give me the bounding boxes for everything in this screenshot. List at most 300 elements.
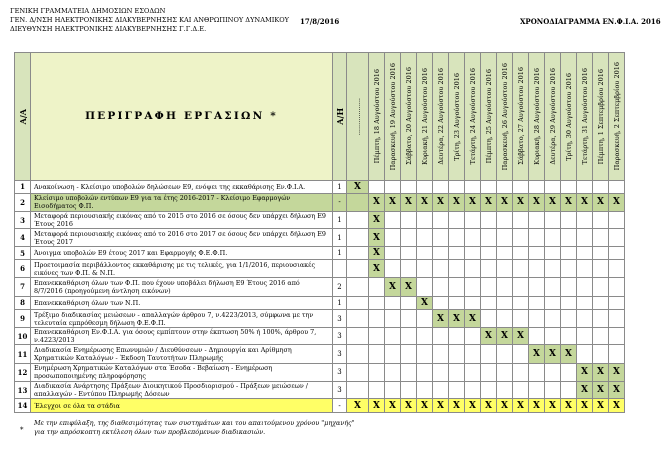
task-mark-day-3 [401, 246, 417, 259]
task-mark-day-13 [561, 278, 577, 297]
task-mark-day-11 [529, 327, 545, 345]
task-mark-day-2 [385, 345, 401, 364]
task-mark-initial [347, 246, 369, 259]
task-mark-day-2 [385, 260, 401, 278]
row-number: 13 [15, 381, 31, 399]
header-aa: Α/Α [15, 53, 31, 181]
task-mark-day-15 [593, 296, 609, 309]
task-mark-day-4 [417, 345, 433, 364]
header-date-12: Δευτέρα, 29 Αυγούστου 2016 [545, 53, 561, 181]
task-mark-day-10 [513, 296, 529, 309]
task-mark-initial [347, 211, 369, 229]
task-mark-day-11 [529, 278, 545, 297]
task-mark-day-10 [513, 345, 529, 364]
task-mark-day-7: X [465, 310, 481, 328]
table-row [15, 399, 625, 413]
row-number: 4 [15, 229, 31, 247]
task-description: Μεταφορά περιουσιακής εικόνας από το 2015 στο 2016 σε όσους δεν υπάρχει δήλωση Ε9 Έτους 2016 [31, 211, 333, 229]
task-mark-day-12 [545, 260, 561, 278]
task-mark-day-8 [481, 180, 497, 193]
task-mark-day-3 [401, 364, 417, 382]
task-mark-day-9 [497, 246, 513, 259]
task-mark-day-8 [481, 310, 497, 328]
task-mark-day-7: X [465, 194, 481, 212]
task-mark-day-10: X [513, 399, 529, 413]
task-mark-day-4 [417, 278, 433, 297]
task-mark-initial [347, 310, 369, 328]
header-date-15: Πέμπτη, 1 Σεπτεμβρίου 2016 [593, 53, 609, 181]
header-date-9: Παρασκευή, 26 Αυγούστου 2016 [497, 53, 513, 181]
task-mark-day-15 [593, 260, 609, 278]
task-description: Κλείσιμο υποβολών εντύπων Ε9 για τα έτης 2016-2017 - Κλείσιμο Εφαρμογών Εισοδήματος Φ.Π. [31, 194, 333, 212]
task-mark-initial [347, 345, 369, 364]
task-mark-day-1 [369, 364, 385, 382]
task-mark-day-12 [545, 364, 561, 382]
task-mark-initial [347, 296, 369, 309]
task-mark-day-16 [609, 180, 625, 193]
task-description: Μεταφορά περιουσιακής εικόνας από το 2016 στο 2017 σε όσους δεν υπάρχει δήλωση Ε9 Έτους 2017 [31, 229, 333, 247]
task-mark-day-13: X [561, 399, 577, 413]
row-number: 7 [15, 278, 31, 297]
task-description: Ενημέρωση Χρηματικών Καταλόγων στα Έσοδα - Βεβαίωση - Ενημέρωση προσωποποιημένης πληροφόρησης [31, 364, 333, 382]
table-header-row [15, 53, 625, 181]
task-mark-day-10: X [513, 327, 529, 345]
task-mark-day-14 [577, 327, 593, 345]
task-mark-day-11 [529, 229, 545, 247]
task-mark-day-12 [545, 211, 561, 229]
header-date-2: Παρασκευή, 19 Αυγούστου 2016 [385, 53, 401, 181]
header-date-5: Δευτέρα, 22 Αυγούστου 2016 [433, 53, 449, 181]
task-mark-day-13 [561, 246, 577, 259]
task-mark-day-3 [401, 310, 417, 328]
task-mark-day-8: X [481, 327, 497, 345]
task-description: Διαδικασία Ενημέρωσης Επωνυμιών / Διευθύνσεων - Δημιουργία και Αρίθμηση Χρηματικών Καταλόγων - Έκδοση Ταυτοτήτων Πληρωμής [31, 345, 333, 364]
task-mark-day-3 [401, 260, 417, 278]
task-mark-day-9 [497, 345, 513, 364]
task-mark-day-6 [449, 180, 465, 193]
task-mark-day-12 [545, 310, 561, 328]
task-mark-initial [347, 327, 369, 345]
task-mark-initial [347, 364, 369, 382]
task-mark-day-9: X [497, 327, 513, 345]
task-mark-day-12 [545, 381, 561, 399]
task-ah-value: 1 [333, 246, 347, 259]
task-mark-day-2 [385, 381, 401, 399]
task-mark-day-13: X [561, 194, 577, 212]
task-mark-day-14 [577, 310, 593, 328]
task-mark-day-5 [433, 278, 449, 297]
task-mark-day-12 [545, 229, 561, 247]
task-mark-day-5 [433, 364, 449, 382]
task-mark-day-14: X [577, 381, 593, 399]
header-date-4: Κυριακή, 21 Αυγούστου 2016 [417, 53, 433, 181]
footnote-star: * [20, 426, 24, 434]
organization-header [10, 7, 289, 34]
task-mark-day-1 [369, 296, 385, 309]
task-mark-day-11 [529, 310, 545, 328]
task-description: Επανεκκαθάριση Εν.Φ.Ι.Α. για όσους εμπίπτουν στην έκπτωση 50% ή 100%, άρθρου 7, ν.4223/2013 [31, 327, 333, 345]
task-mark-day-11: X [529, 399, 545, 413]
task-mark-day-14 [577, 211, 593, 229]
task-mark-day-15: X [593, 364, 609, 382]
task-mark-day-14 [577, 296, 593, 309]
task-mark-day-6: X [449, 399, 465, 413]
task-description: Ανακοίνωση - Κλείσιμο υποβολών δηλώσεων Ε9, ενόψει της εκκαθάρισης Εν.Φ.Ι.Α. [31, 180, 333, 193]
row-number: 6 [15, 260, 31, 278]
task-mark-day-10 [513, 211, 529, 229]
row-number: 1 [15, 180, 31, 193]
task-mark-day-3 [401, 211, 417, 229]
task-mark-day-2 [385, 310, 401, 328]
row-number: 9 [15, 310, 31, 328]
task-mark-day-14: X [577, 194, 593, 212]
task-mark-initial [347, 194, 369, 212]
task-mark-day-3 [401, 345, 417, 364]
table-row [15, 381, 625, 399]
task-ah-value: 1 [333, 296, 347, 309]
row-number: 12 [15, 364, 31, 382]
task-mark-day-15 [593, 246, 609, 259]
task-ah-value: 3 [333, 364, 347, 382]
task-mark-day-8 [481, 260, 497, 278]
task-mark-day-13 [561, 296, 577, 309]
task-mark-day-10 [513, 180, 529, 193]
task-mark-day-10 [513, 246, 529, 259]
task-mark-day-3: X [401, 278, 417, 297]
task-description: Επανεκκαθάριση όλων των Ν.Π. [31, 296, 333, 309]
task-description: Προετοιμασία περιβάλλοντος εκκαθάρισης με τις τελικές, για 1/1/2016, περιουσιακές εικόνες των Φ.Π. & Ν.Π. [31, 260, 333, 278]
task-mark-day-8 [481, 364, 497, 382]
task-mark-day-1: X [369, 211, 385, 229]
table-row [15, 345, 625, 364]
task-mark-day-11: X [529, 194, 545, 212]
table-row [15, 278, 625, 297]
task-mark-day-14 [577, 246, 593, 259]
task-mark-initial: X [347, 399, 369, 413]
task-mark-day-6 [449, 229, 465, 247]
task-mark-day-8 [481, 246, 497, 259]
task-mark-day-11: X [529, 345, 545, 364]
task-mark-initial [347, 278, 369, 297]
task-mark-initial [347, 229, 369, 247]
task-mark-day-6 [449, 296, 465, 309]
table-row [15, 296, 625, 309]
task-mark-day-15 [593, 229, 609, 247]
task-mark-day-4 [417, 310, 433, 328]
task-ah-value: 3 [333, 345, 347, 364]
task-mark-day-15 [593, 345, 609, 364]
task-mark-day-4 [417, 327, 433, 345]
task-mark-day-3 [401, 327, 417, 345]
task-mark-day-5 [433, 327, 449, 345]
row-number: 8 [15, 296, 31, 309]
header-ah: Α/Η [333, 53, 347, 181]
task-mark-day-16 [609, 278, 625, 297]
task-mark-day-9 [497, 180, 513, 193]
task-mark-day-11 [529, 296, 545, 309]
task-mark-day-3 [401, 381, 417, 399]
task-mark-day-1 [369, 381, 385, 399]
task-ah-value: 3 [333, 327, 347, 345]
task-mark-day-5: X [433, 194, 449, 212]
task-mark-day-7 [465, 211, 481, 229]
task-mark-day-12: X [545, 399, 561, 413]
task-mark-day-3 [401, 296, 417, 309]
task-mark-initial: X [347, 180, 369, 193]
task-mark-day-11 [529, 364, 545, 382]
task-mark-day-6 [449, 381, 465, 399]
task-ah-value [333, 260, 347, 278]
table-row [15, 229, 625, 247]
task-mark-day-8 [481, 296, 497, 309]
task-mark-day-5: X [433, 310, 449, 328]
task-mark-day-6 [449, 246, 465, 259]
task-mark-day-16 [609, 229, 625, 247]
task-mark-day-4 [417, 364, 433, 382]
task-mark-day-16: X [609, 364, 625, 382]
task-mark-day-15 [593, 278, 609, 297]
task-mark-day-8: X [481, 194, 497, 212]
task-mark-day-3: X [401, 194, 417, 212]
table-row [15, 364, 625, 382]
task-mark-day-2 [385, 246, 401, 259]
task-mark-day-8 [481, 381, 497, 399]
task-description: Έλεγχοι σε όλα τα στάδια [31, 399, 333, 413]
task-ah-value: 3 [333, 381, 347, 399]
task-ah-value: 1 [333, 229, 347, 247]
task-mark-day-7 [465, 345, 481, 364]
task-mark-day-6 [449, 278, 465, 297]
task-mark-day-15 [593, 327, 609, 345]
task-mark-day-2 [385, 364, 401, 382]
row-number: 14 [15, 399, 31, 413]
header-date-13: Τρίτη, 30 Αυγούστου 2016 [561, 53, 577, 181]
task-mark-day-10 [513, 278, 529, 297]
task-mark-day-13 [561, 310, 577, 328]
task-description: Επανεκκαθάριση όλων των Φ.Π. που έχουν υποβάλει δήλωση Ε9 Έτους 2016 από 8/7/2016 (προηγούμενη άντληση εικόνων) [31, 278, 333, 297]
task-mark-day-13: X [561, 345, 577, 364]
task-ah-value: 2 [333, 278, 347, 297]
task-mark-day-2: X [385, 278, 401, 297]
task-mark-day-14 [577, 260, 593, 278]
task-mark-day-6: X [449, 310, 465, 328]
task-mark-day-10 [513, 260, 529, 278]
task-mark-day-7: X [465, 399, 481, 413]
task-description: Διαδικασία Ανάρτησης Πράξεων Διοικητικού Προσδιορισμού - Πράξεων μειώσεων / απαλλαγών - Εντύπου Πληρωμής Δόσεων [31, 381, 333, 399]
task-mark-day-14: X [577, 399, 593, 413]
table-row [15, 310, 625, 328]
task-mark-day-16 [609, 211, 625, 229]
task-mark-day-13 [561, 229, 577, 247]
task-mark-day-9 [497, 296, 513, 309]
table-row [15, 246, 625, 259]
task-mark-day-12 [545, 246, 561, 259]
schedule-table [14, 52, 625, 413]
task-mark-day-1 [369, 345, 385, 364]
task-mark-day-16 [609, 246, 625, 259]
task-mark-day-2 [385, 296, 401, 309]
org-line-2: ΓΕΝ. Δ/ΝΣΗ ΗΛΕΚΤΡΟΝΙΚΗΣ ΔΙΑΚΥΒΕΡΝΗΣΗΣ ΚΑΙ ΑΝΘΡΩΠΙΝΟΥ ΔΥΝΑΜΙΚΟΥ [10, 16, 289, 24]
task-mark-day-6 [449, 327, 465, 345]
task-mark-day-3 [401, 180, 417, 193]
task-mark-day-5 [433, 229, 449, 247]
task-mark-day-10 [513, 364, 529, 382]
task-mark-day-1: X [369, 246, 385, 259]
table-row [15, 260, 625, 278]
header-date-6: Τρίτη, 23 Αυγούστου 2016 [449, 53, 465, 181]
table-row [15, 211, 625, 229]
task-mark-day-14: X [577, 364, 593, 382]
task-mark-day-6 [449, 211, 465, 229]
header-date-14: Τετάρτη, 31 Αυγούστου 2016 [577, 53, 593, 181]
task-mark-day-15: X [593, 381, 609, 399]
header-date-3: Σάββατο, 20 Αυγούστου 2016 [401, 53, 417, 181]
task-mark-day-12 [545, 180, 561, 193]
task-mark-day-2: X [385, 194, 401, 212]
task-mark-day-6 [449, 345, 465, 364]
task-mark-day-9: X [497, 194, 513, 212]
task-mark-day-2 [385, 180, 401, 193]
task-mark-day-13 [561, 211, 577, 229]
task-mark-day-2 [385, 229, 401, 247]
task-mark-day-1 [369, 180, 385, 193]
task-mark-day-2 [385, 327, 401, 345]
task-ah-value: - [333, 194, 347, 212]
org-line-1: ΓΕΝΙΚΗ ΓΡΑΜΜΑΤΕΙΑ ΔΗΜΟΣΙΩΝ ΕΣΟΔΩΝ [10, 7, 166, 15]
task-mark-day-2: X [385, 399, 401, 413]
task-mark-day-4 [417, 246, 433, 259]
task-mark-day-13 [561, 180, 577, 193]
task-mark-day-6 [449, 364, 465, 382]
task-mark-day-15 [593, 211, 609, 229]
task-mark-day-5 [433, 260, 449, 278]
table-row [15, 194, 625, 212]
task-mark-day-7 [465, 327, 481, 345]
task-mark-day-9 [497, 310, 513, 328]
task-mark-day-4 [417, 229, 433, 247]
task-mark-day-10 [513, 310, 529, 328]
task-mark-day-13 [561, 260, 577, 278]
task-mark-day-4 [417, 260, 433, 278]
task-description: Τρέξιμο διαδικασίας μειώσεων - απαλλαγών άρθρου 7, ν.4223/2013, σύμφωνα με την τελευταία εμπρόθεσμη δήλωση Φ.Ε.Φ.Π. [31, 310, 333, 328]
task-mark-day-14 [577, 345, 593, 364]
task-mark-day-9 [497, 229, 513, 247]
task-mark-day-16: X [609, 194, 625, 212]
task-mark-initial [347, 260, 369, 278]
task-mark-day-8 [481, 229, 497, 247]
task-mark-day-8 [481, 345, 497, 364]
task-mark-day-9: X [497, 399, 513, 413]
task-mark-day-3: X [401, 399, 417, 413]
header-date-7: Τετάρτη, 24 Αυγούστου 2016 [465, 53, 481, 181]
task-ah-value: 3 [333, 310, 347, 328]
task-mark-day-11 [529, 211, 545, 229]
task-mark-day-16 [609, 327, 625, 345]
task-mark-day-14 [577, 180, 593, 193]
task-mark-day-13 [561, 327, 577, 345]
header-date-11: Κυριακή, 28 Αυγούστου 2016 [529, 53, 545, 181]
task-mark-day-12: X [545, 345, 561, 364]
task-mark-day-7 [465, 229, 481, 247]
document-date: 17/8/2016 [300, 17, 340, 26]
footnote [34, 419, 355, 437]
task-mark-day-15: X [593, 194, 609, 212]
task-mark-day-1: X [369, 260, 385, 278]
task-mark-day-15: X [593, 399, 609, 413]
task-mark-day-7 [465, 364, 481, 382]
task-mark-day-16 [609, 260, 625, 278]
task-mark-day-12 [545, 296, 561, 309]
task-mark-day-9 [497, 381, 513, 399]
task-mark-day-7 [465, 180, 481, 193]
task-mark-day-9 [497, 278, 513, 297]
task-mark-day-7 [465, 260, 481, 278]
task-mark-day-16 [609, 310, 625, 328]
header-dots: .................. [347, 53, 369, 181]
document-title: ΧΡΟΝΟΔΙΑΓΡΑΜΜΑ ΕΝ.Φ.Ι.Α. 2016 [520, 17, 661, 26]
task-mark-day-7 [465, 278, 481, 297]
task-mark-day-4: X [417, 194, 433, 212]
task-mark-day-3 [401, 229, 417, 247]
task-mark-day-6: X [449, 194, 465, 212]
task-mark-day-7 [465, 246, 481, 259]
task-mark-day-14 [577, 229, 593, 247]
task-mark-day-12: X [545, 194, 561, 212]
row-number: 5 [15, 246, 31, 259]
task-mark-day-9 [497, 364, 513, 382]
task-mark-day-8 [481, 278, 497, 297]
task-description: Άνοιγμα υποβολών Ε9 έτους 2017 και Εφαρμογής Φ.Ε.Φ.Π. [31, 246, 333, 259]
task-mark-day-5 [433, 246, 449, 259]
table-row [15, 180, 625, 193]
task-mark-day-9 [497, 211, 513, 229]
footnote-line-2: για την απρόσκοπτη εκτέλεση όλων των προβλεπόμενων διαδικασιών. [34, 428, 266, 436]
task-mark-day-1 [369, 310, 385, 328]
header-date-8: Πέμπτη, 25 Αυγούστου 2016 [481, 53, 497, 181]
task-mark-day-4 [417, 211, 433, 229]
row-number: 2 [15, 194, 31, 212]
task-mark-day-7 [465, 381, 481, 399]
row-number: 10 [15, 327, 31, 345]
task-mark-day-10 [513, 229, 529, 247]
header-date-10: Σάββατο, 27 Αυγούστου 2016 [513, 53, 529, 181]
task-mark-day-16 [609, 296, 625, 309]
task-mark-day-5 [433, 345, 449, 364]
task-mark-day-11 [529, 381, 545, 399]
org-line-3: ΔΙΕΥΘΥΝΣΗ ΗΛΕΚΤΡΟΝΙΚΗΣ ΔΙΑΚΥΒΕΡΝΗΣΗΣ Γ.Γ.Δ.Ε. [10, 25, 207, 33]
table-row [15, 327, 625, 345]
task-mark-day-4: X [417, 296, 433, 309]
task-ah-value: 1 [333, 180, 347, 193]
task-mark-day-8: X [481, 399, 497, 413]
task-mark-day-16 [609, 345, 625, 364]
row-number: 11 [15, 345, 31, 364]
task-mark-day-1 [369, 327, 385, 345]
task-mark-day-16: X [609, 381, 625, 399]
task-mark-day-4: X [417, 399, 433, 413]
task-mark-day-14 [577, 278, 593, 297]
task-mark-day-5 [433, 381, 449, 399]
task-mark-day-12 [545, 278, 561, 297]
task-mark-day-15 [593, 180, 609, 193]
task-mark-day-1 [369, 278, 385, 297]
task-mark-day-8 [481, 211, 497, 229]
task-mark-day-10 [513, 381, 529, 399]
task-mark-day-2 [385, 211, 401, 229]
row-number: 3 [15, 211, 31, 229]
task-ah-value: 1 [333, 211, 347, 229]
task-mark-day-12 [545, 327, 561, 345]
